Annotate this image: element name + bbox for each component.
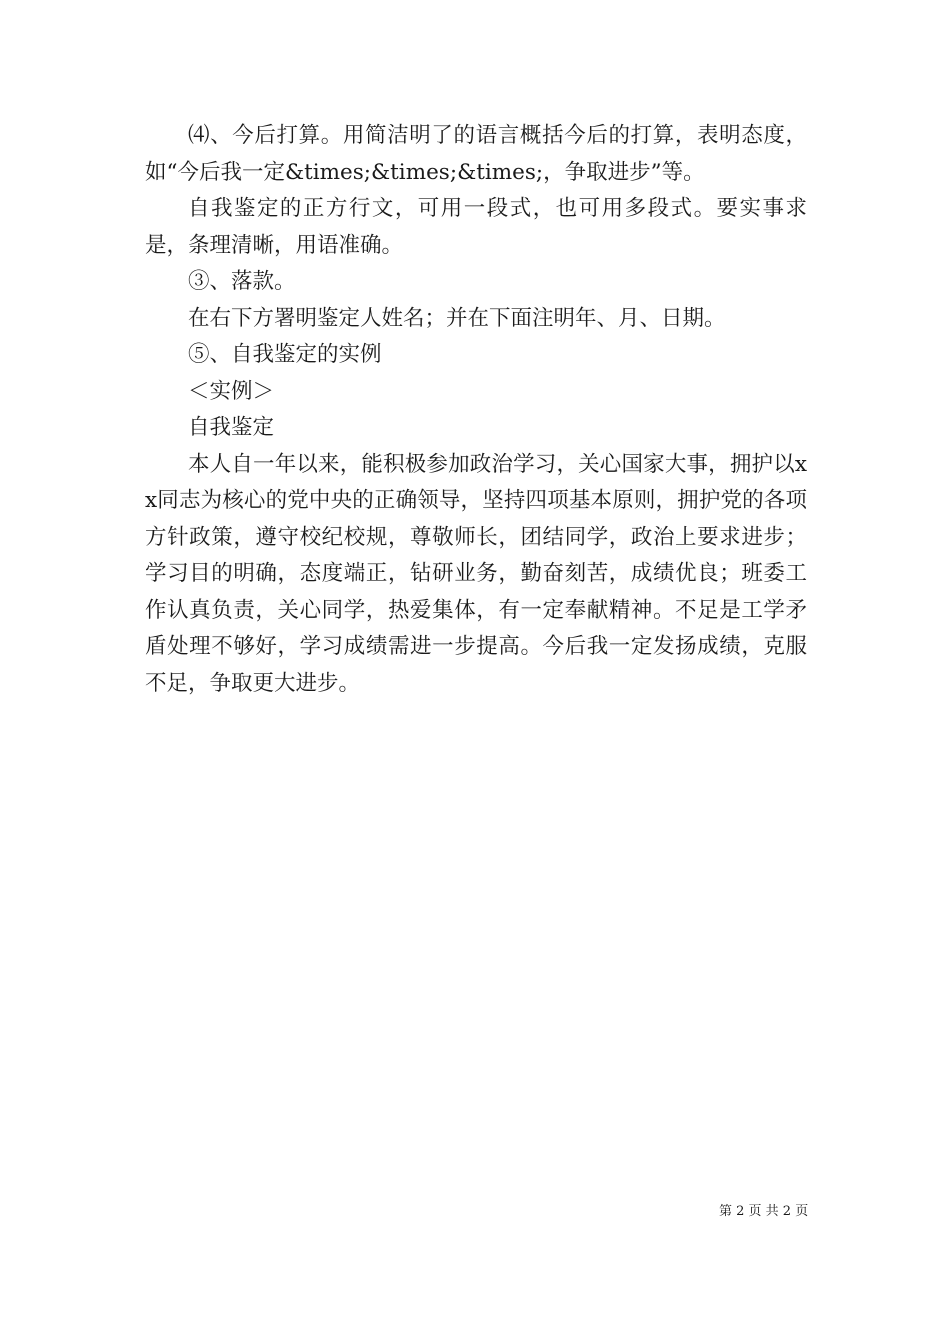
paragraph-example-title: 自我鉴定 [188, 415, 275, 440]
document-body [145, 118, 807, 702]
paragraph-example-heading: ⑤、自我鉴定的实例 [188, 342, 382, 367]
paragraph-future-plans: ⑷、今后打算。用简洁明了的语言概括今后的打算，表明态度，如“今后我一定&times;&times;&times;，争取进步”等。 [145, 123, 807, 185]
paragraph-signature-note: 在右下方署明鉴定人姓名；并在下面注明年、月、日期。 [188, 305, 726, 331]
paragraph-example-label: ＜实例＞ [188, 378, 275, 404]
page-number-footer: 第 2 页 共 2 页 [719, 1204, 809, 1219]
paragraph-body-format: 自我鉴定的正方行文，可用一段式，也可用多段式。要实事求是，条理清晰，用语准确。 [145, 196, 807, 258]
paragraph-example-body: 本人自一年以来，能积极参加政治学习，关心国家大事，拥护以xx同志为核心的党中央的正确领导，坚持四项基本原则，拥护党的各项方针政策，遵守校纪校规，尊敬师长，团结同学，政治上要求进步；学习目的明确，态度端正，钻研业务，勤奋刻苦，成绩优良；班委工作认真负责，关心同学，热爱集体，有一定奉献精神。不足是工学矛盾处理不够好，学习成绩需进一步提高。今后我一定发扬成绩，克服不足，争取更大进步。 [145, 451, 807, 696]
paragraph-signature-heading: ③、落款。 [188, 269, 296, 294]
